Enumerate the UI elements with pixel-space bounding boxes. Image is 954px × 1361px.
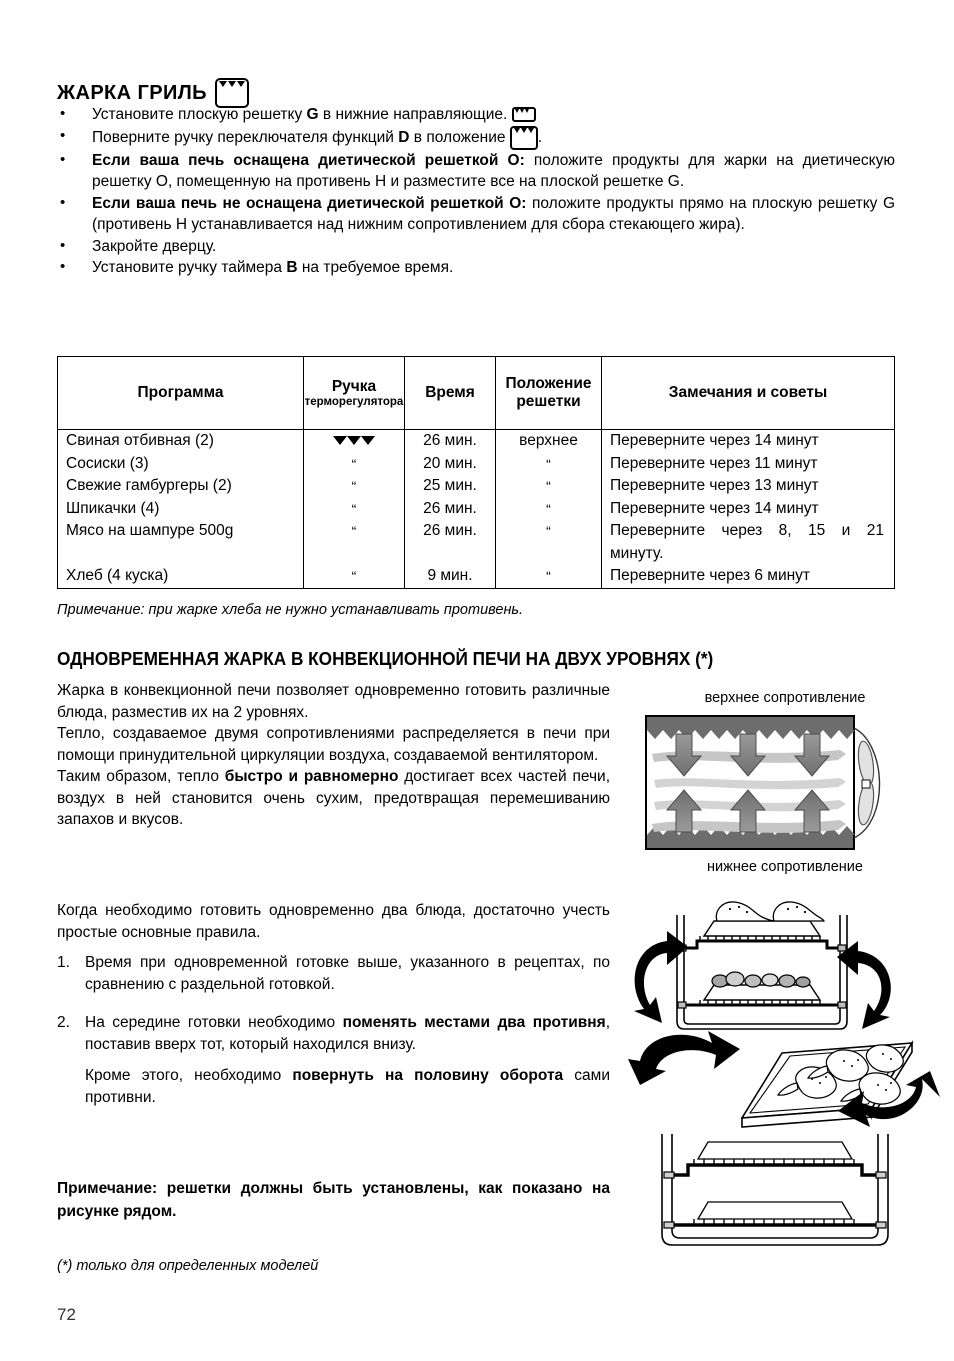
bullet-text: Закройте дверцу. [92,237,217,255]
cell-time-column [405,430,496,589]
trays-svg [622,893,942,1133]
page-number: 72 [57,1305,76,1324]
bullet-text: положите продукты прямо на плоскую решетку G (противень H устанавливается над нижним сопротивлением для сбора стекающего жира). [92,194,895,233]
spacer [304,543,404,566]
paragraph-1a: Жарка в конвекционной печи позволяет одновременно готовить различные блюда, разместив их на 2 уровнях. [57,682,610,721]
cell-knob: “ [351,478,357,494]
cell-time: 9 мин. [427,567,473,584]
col-header-time: Время [405,357,496,430]
extra-before: Кроме этого, необходимо [85,1067,293,1084]
bullet-text: Установите плоскую решетку [92,106,307,123]
list-item [57,257,895,279]
rule-text-before: На середине готовки необходимо [85,1014,343,1031]
cell-rack: верхнее [519,432,578,449]
ref-letter-d: D [398,128,410,146]
bullet-text-tail: на требуемое время. [297,259,454,276]
paragraph-1c-after: достигает всех частей печи, воздух в ней становится очень сухим, предотвращая перемешиванию запахов и вкусов. [57,768,610,828]
col-header-knob-line2: терморегулятора [304,395,404,408]
list-item [57,126,895,150]
cell-knob: “ [351,523,357,539]
cell-note-wrapped [602,520,894,543]
racks-note: Примечание: решетки должны быть установлены, как показано на рисунке рядом. [57,1180,610,1220]
paragraph-1c-before: Таким образом, тепло [57,768,225,785]
list-item [57,952,610,995]
list-item [57,236,895,258]
cell-program: Хлеб (4 куска) [66,567,169,584]
bullet-lead-bold: Если ваша печь оснащена диетической решеткой O: [92,151,525,169]
additional-instruction [85,1065,610,1108]
rule-text-after: , поставив вверх тот, который находился внизу. [85,1014,610,1053]
col-header-knob-line1: Ручка [331,377,377,395]
convection-oven-airflow-diagram [640,688,930,877]
caption-lower-heating-element: нижнее сопротивление [707,859,863,875]
two-dishes-intro: Когда необходимо готовить одновременно два блюда, достаточно учесть простые основные правила. [57,902,610,941]
note-word: 21 [866,522,884,539]
extra-bold: повернуть на половину оборота [292,1067,564,1084]
cell-note: Переверните через 11 минут [610,454,818,472]
list-item [57,104,895,126]
col-header-knob [304,357,405,430]
cell-note-justified [610,520,894,543]
grill-cooking-table [57,356,895,589]
bullet-text: положите продукты для жарки на диетическую решетку O, помещенную на противень H и разместите все на плоской решетке G. [92,151,895,190]
col-header-rack [496,357,602,430]
cell-note: Переверните через 6 минут [610,567,811,584]
oven-svg [650,1130,900,1255]
paragraph-1b: Тепло, создаваемое двумя сопротивлениями распределяется в печи при помощи принудительной циркуляции воздуха, создаваемой вентилятором. [57,725,610,764]
cell-note: Переверните через 14 минут [610,432,819,449]
cell-program: Мясо на шампуре 500g [66,522,234,539]
cell-time: 26 мин. [423,522,477,539]
cooking-rules-list [57,952,610,1072]
grill-icon-small [512,107,536,122]
cell-program: Сосиски (3) [66,454,149,472]
bullet-text-tail: в положение [409,128,510,146]
grill-icon-small [510,126,538,150]
cell-program: Шпикачки (4) [66,499,160,517]
cell-time: 25 мин. [423,477,477,494]
note-word: 15 [807,522,826,539]
cell-rack: “ [546,455,551,472]
two-level-trays-rotation-diagram [622,893,942,1138]
table-body [58,430,895,589]
table-row [58,430,895,589]
cell-knob: “ [351,568,357,584]
col-header-rack-line2: решетки [516,393,581,410]
note-word: и [841,522,851,539]
cell-note: Переверните через 14 минут [610,499,819,517]
bullet-text: Установите ручку таймера [92,259,287,276]
bullet-period: . [537,128,543,146]
table-header [58,357,895,430]
bullet-lead-bold: Если ваша печь не оснащена диетической решеткой O: [92,194,527,212]
rule-text-bold: поменять местами два противня [342,1014,606,1031]
cell-programs [58,430,304,589]
convection-description [57,680,610,831]
cell-rack: “ [546,478,551,494]
airflow-svg [640,710,930,855]
bullet-text: Поверните ручку переключателя функций [92,128,399,146]
table-footnote: Примечание: при жарке хлеба не нужно устанавливать противень. [57,602,524,618]
extra-after: сами противни. [85,1067,610,1106]
cell-time: 26 мин. [423,499,477,517]
list-item [57,1012,610,1055]
note-word: через [721,522,763,539]
cell-rack-column [496,430,602,589]
cell-note-line2: минуту. [610,544,664,562]
list-item [57,193,895,236]
cell-time: 26 мин. [423,432,477,449]
cell-note: Переверните через 13 минут [610,477,819,494]
ref-letter-b: B [286,259,298,276]
section-heading-grill-text: ЖАРКА ГРИЛЬ [57,81,207,104]
thermostat-max-icon [304,430,404,453]
cell-rack: “ [546,568,551,584]
col-header-rack-line1: Положение [505,375,592,392]
cell-rack: “ [546,523,551,539]
paragraph-1c-bold: быстро и равномерно [224,768,399,785]
rule-number: 1. [57,954,70,971]
grill-instructions-list [57,104,895,279]
cell-program: Свежие гамбургеры (2) [66,477,232,494]
col-header-notes: Замечания и советы [602,357,895,430]
ref-letter-g: G [306,106,319,123]
list-item [57,150,895,193]
oven-rack-position-diagram [650,1130,900,1260]
cell-time: 20 мин. [423,454,477,472]
cell-knob-column [304,430,405,589]
section-heading-convection: ОДНОВРЕМЕННАЯ ЖАРКА В КОНВЕКЦИОННОЙ ПЕЧИ НА ДВУХ УРОВНЯХ (*) [57,648,714,669]
spacer [405,543,495,566]
caption-upper-heating-element: верхнее сопротивление [704,690,866,706]
col-header-program: Программа [58,357,304,430]
rule-number: 2. [57,1014,70,1031]
note-word: Переверните [610,522,706,539]
bullet-text-tail: в нижние направляющие. [318,106,508,123]
spacer [58,543,303,566]
cell-program: Свиная отбивная (2) [66,432,214,449]
cell-knob: “ [351,500,357,517]
cell-knob: “ [351,455,357,472]
table-header-row [58,357,895,430]
cell-rack: “ [546,500,551,517]
rule-text: Время при одновременной готовке выше, указанного в рецептах, по сравнению с раздельной готовкой. [85,954,610,993]
models-footnote: (*) только для определенных моделей [57,1258,319,1274]
spacer [496,543,601,566]
note-word: 8, [778,522,792,539]
cell-notes-column [602,430,895,589]
